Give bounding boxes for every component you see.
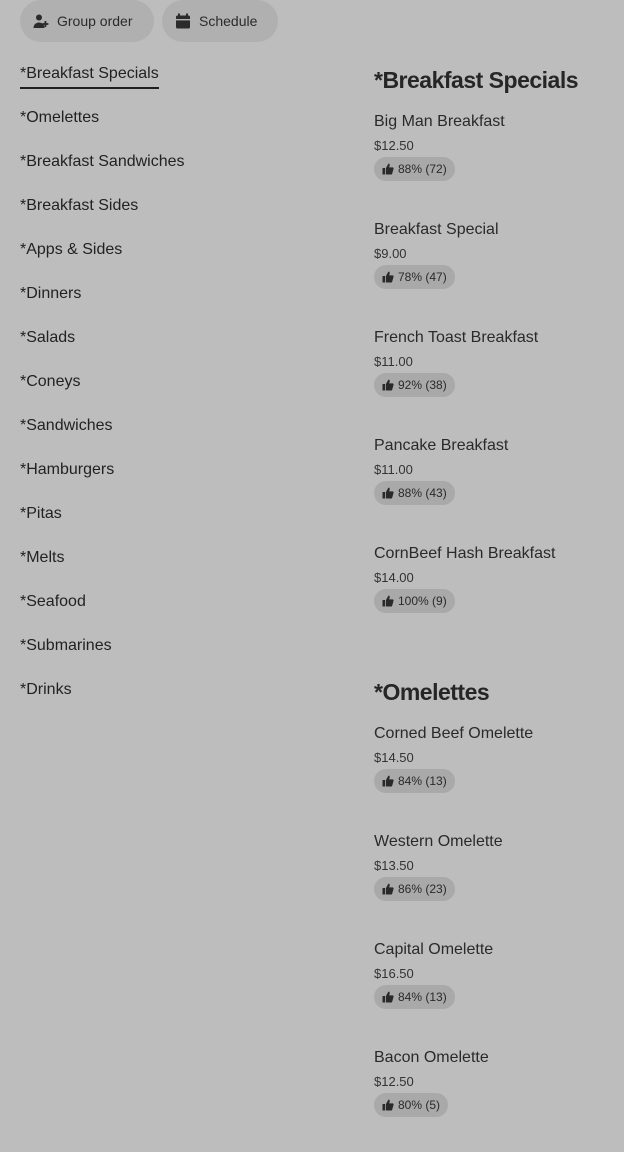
rating-badge [374, 1093, 448, 1117]
category-nav-item[interactable]: *Sandwiches [20, 417, 113, 434]
menu-item-name: Pancake Breakfast [374, 437, 509, 454]
thumbs-up-icon [382, 775, 394, 787]
rating-badge [374, 985, 455, 1009]
menu-item-name: Breakfast Special [374, 221, 499, 238]
category-nav-item[interactable]: *Dinners [20, 285, 82, 302]
category-nav-item[interactable]: *Breakfast Sandwiches [20, 153, 185, 170]
calendar-icon [175, 13, 191, 29]
thumbs-up-icon [382, 1099, 394, 1111]
rating-text: 100% (9) [398, 594, 447, 608]
thumbs-up-icon [382, 271, 394, 283]
rating-text: 92% (38) [398, 378, 447, 392]
rating-text: 80% (5) [398, 1098, 441, 1112]
menu-item[interactable] [374, 724, 614, 814]
category-nav-item[interactable]: *Submarines [20, 637, 112, 654]
thumbs-up-icon [382, 991, 394, 1003]
menu-item-name: French Toast Breakfast [374, 329, 539, 346]
category-nav-item[interactable]: *Hamburgers [20, 461, 115, 478]
thumbs-up-icon [382, 379, 394, 391]
menu-item[interactable] [374, 220, 614, 310]
rating-badge [374, 373, 455, 397]
category-nav-item[interactable]: *Melts [20, 549, 65, 566]
rating-text: 78% (47) [398, 270, 447, 284]
menu-item[interactable] [374, 832, 614, 922]
rating-badge [374, 265, 455, 289]
menu-item[interactable] [374, 544, 614, 634]
menu-item-price: $12.50 [374, 1074, 414, 1089]
rating-text: 88% (43) [398, 486, 447, 500]
category-nav-item[interactable]: *Pitas [20, 505, 62, 522]
category-nav-item[interactable]: *Salads [20, 329, 76, 346]
menu-item[interactable] [374, 940, 614, 1030]
menu-item-price: $13.50 [374, 858, 414, 873]
schedule-button[interactable] [162, 0, 278, 42]
menu-item-name: CornBeef Hash Breakfast [374, 545, 556, 562]
thumbs-up-icon [382, 163, 394, 175]
rating-badge [374, 589, 455, 613]
thumbs-up-icon [382, 595, 394, 607]
menu-item-price: $11.00 [374, 462, 413, 477]
rating-text: 86% (23) [398, 882, 447, 896]
menu-item-price: $12.50 [374, 138, 414, 153]
menu-item[interactable] [374, 328, 614, 418]
menu-item-name: Corned Beef Omelette [374, 725, 534, 742]
menu-item-name: Big Man Breakfast [374, 113, 505, 130]
category-nav-item[interactable]: *Coneys [20, 373, 81, 390]
category-nav-item[interactable]: *Breakfast Sides [20, 197, 139, 214]
rating-text: 84% (13) [398, 990, 447, 1004]
menu-item-price: $9.00 [374, 246, 407, 261]
rating-badge [374, 157, 455, 181]
menu-item-price: $14.00 [374, 570, 414, 585]
menu-item-price: $14.50 [374, 750, 414, 765]
category-nav-item[interactable]: *Drinks [20, 681, 72, 698]
menu-item-name: Bacon Omelette [374, 1049, 489, 1066]
thumbs-up-icon [382, 487, 394, 499]
section-title: *Breakfast Specials [374, 67, 579, 93]
rating-badge [374, 769, 455, 793]
thumbs-up-icon [382, 883, 394, 895]
menu-item[interactable] [374, 112, 614, 202]
menu-item[interactable] [374, 1048, 614, 1138]
menu-item-price: $16.50 [374, 966, 414, 981]
rating-badge [374, 877, 455, 901]
section-title: *Omelettes [374, 679, 490, 705]
category-nav-item[interactable]: *Omelettes [20, 109, 100, 126]
rating-text: 88% (72) [398, 162, 447, 176]
rating-badge [374, 481, 455, 505]
rating-text: 84% (13) [398, 774, 447, 788]
category-nav-item[interactable]: *Apps & Sides [20, 241, 123, 258]
category-nav-item[interactable]: *Seafood [20, 593, 86, 610]
group-order-button[interactable] [20, 0, 154, 42]
menu-item-name: Western Omelette [374, 833, 503, 850]
group-order-label: Group order [57, 13, 133, 29]
menu-item-name: Capital Omelette [374, 941, 494, 958]
category-nav-item[interactable]: *Breakfast Specials [20, 64, 159, 89]
schedule-label: Schedule [199, 13, 258, 29]
add-person-icon [33, 13, 49, 29]
menu-item-price: $11.00 [374, 354, 413, 369]
menu-item[interactable] [374, 436, 614, 526]
